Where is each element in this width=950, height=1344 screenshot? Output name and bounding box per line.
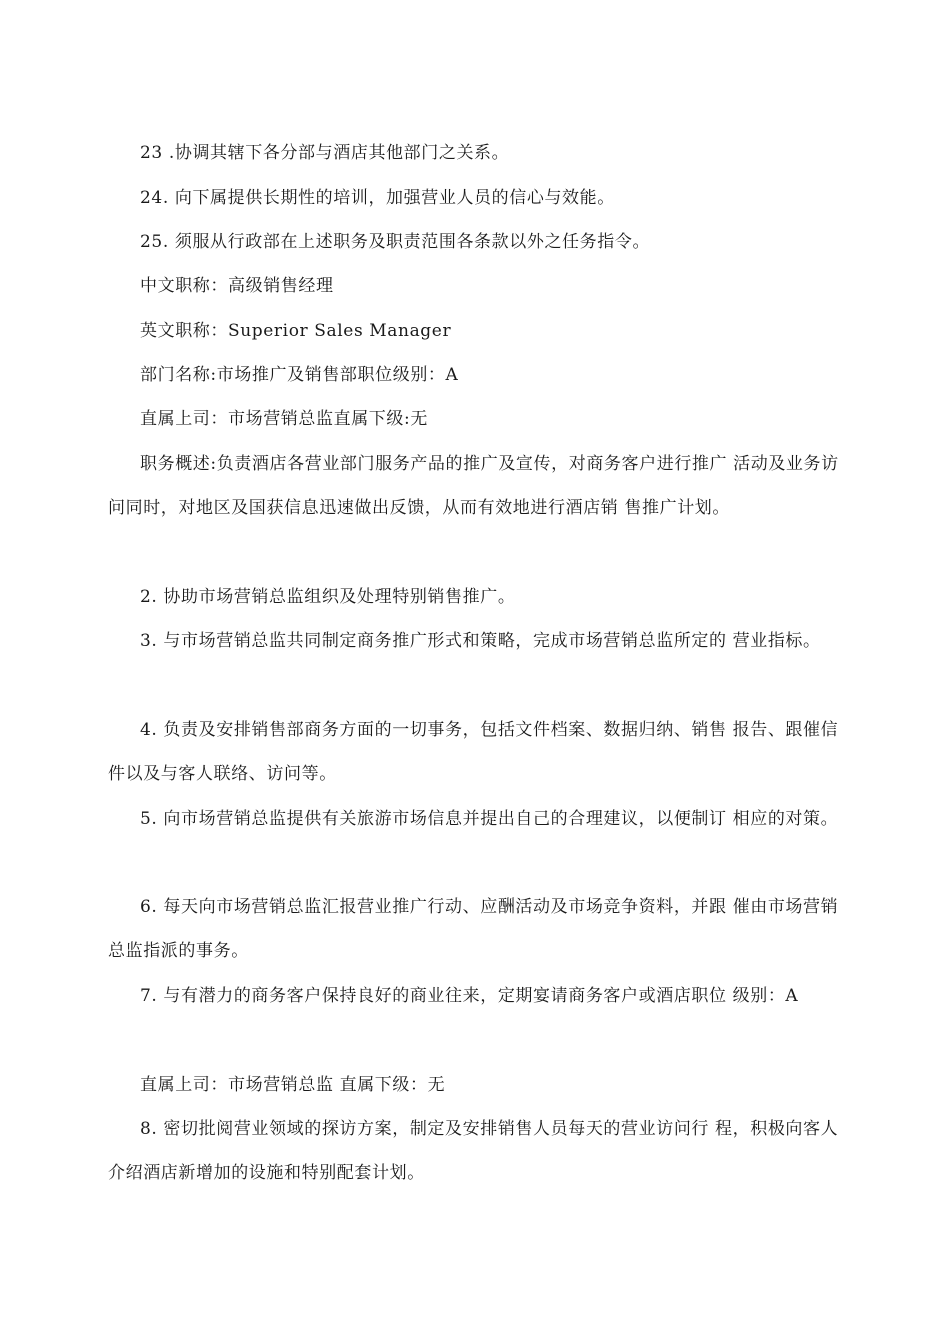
item-6: 6. 每天向市场营销总监汇报营业推广行动、应酬活动及市场竞争资料，并跟 催由市场营销总监指派的事务。 (108, 897, 839, 961)
item-8: 8. 密切批阅营业领域的探访方案，制定及安排销售人员每天的营业访问行 程，积极向客人介绍酒店新增加的设施和特别配套计划。 (108, 1119, 839, 1183)
job-summary: 职务概述:负责酒店各营业部门服务产品的推广及宣传，对商务客户进行推广 活动及业务访问同时，对地区及国获信息迅速做出反馈，从而有效地进行酒店销 售推广计划。 (108, 454, 839, 518)
english-title: 英文职称：Superior Sales Manager (140, 321, 452, 341)
item-25: 25. 须服从行政部在上述职务及职责范围各条款以外之任务指令。 (140, 232, 651, 252)
item-2: 2. 协助市场营销总监组织及处理特别销售推广。 (140, 587, 516, 607)
item-24: 24. 向下属提供长期性的培训，加强营业人员的信心与效能。 (140, 188, 615, 208)
item-7: 7. 与有潜力的商务客户保持良好的商业往来，定期宴请商务客户或酒店职位 级别：A (140, 986, 799, 1006)
department-line: 部门名称:市场推广及销售部职位级别：A (140, 365, 459, 385)
supervisor-line: 直属上司：市场营销总监直属下级:无 (140, 409, 428, 429)
item-5: 5. 向市场营销总监提供有关旅游市场信息并提出自己的合理建议，以便制订 相应的对策。 (140, 809, 839, 829)
item-3: 3. 与市场营销总监共同制定商务推广形式和策略，完成市场营销总监所定的 营业指标。 (140, 631, 821, 651)
supervisor-line-2: 直属上司：市场营销总监 直属下级：无 (140, 1075, 446, 1095)
chinese-title: 中文职称：高级销售经理 (140, 276, 334, 296)
item-4: 4. 负责及安排销售部商务方面的一切事务，包括文件档案、数据归纳、销售 报告、跟催信件以及与客人联络、访问等。 (108, 720, 839, 784)
item-23: 23 .协调其辖下各分部与酒店其他部门之关系。 (140, 143, 510, 163)
